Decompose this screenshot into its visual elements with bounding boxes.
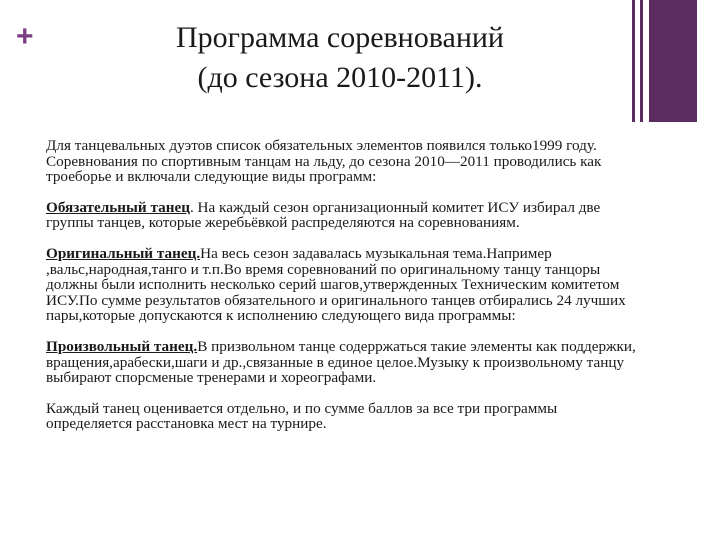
accent-block [649, 0, 697, 122]
original-dance-paragraph [46, 246, 646, 324]
title-line-2: (до сезона 2010-2011). [197, 61, 483, 94]
compulsory-dance-text: . На каждый сезон организационный комитет ИСУ избирал две группы танцев, которые жеребьёвкой распределяются на соревнованиям. [46, 198, 601, 232]
original-dance-term: Оригинальный танец. [46, 244, 201, 262]
free-dance-paragraph [46, 339, 646, 386]
compulsory-dance-term: Обязательный танец [46, 198, 190, 216]
intro-paragraph: Для танцевальных дуэтов список обязательных элементов появился только1999 году. Соревнования по спортивным танцам на льду, до сезона 2010—2011 проводились как троеборье и включали следующие виды программ: [46, 137, 602, 186]
plus-icon: + [16, 20, 34, 53]
compulsory-dance-paragraph [46, 200, 646, 231]
free-dance-text: В призвольном танце содерржаться такие элементы как поддержки, вращения,арабески,шаги и др.,связанные в единое целое.Музыку к произвольному танцу выбирают спорсменые тренерами и хореографами. [46, 337, 636, 387]
slide-body [46, 138, 646, 447]
accent-line-1 [632, 0, 635, 122]
slide-title [120, 18, 560, 98]
free-dance-term: Произвольный танец. [46, 337, 198, 355]
title-line-1: Программа соревнований [176, 21, 504, 54]
accent-line-2 [640, 0, 643, 122]
conclusion-paragraph: Каждый танец оценивается отдельно, и по сумме баллов за все три программы определяется расстановка мест на турнире. [46, 399, 558, 433]
original-dance-text: На весь сезон задавалась музыкальная тема.Например ,вальс,народная,танго и т.п.Во время соревнований по оригинальному танцу танцоры должны были исполнить несколько серий шагов,утвержденных Техническим комитетом ИСУ.По сумме результатов обязательного и оригинального танцев отбирались 24 лучших пары,которые допускаются к исполнению следующего вида программы: [46, 244, 626, 325]
